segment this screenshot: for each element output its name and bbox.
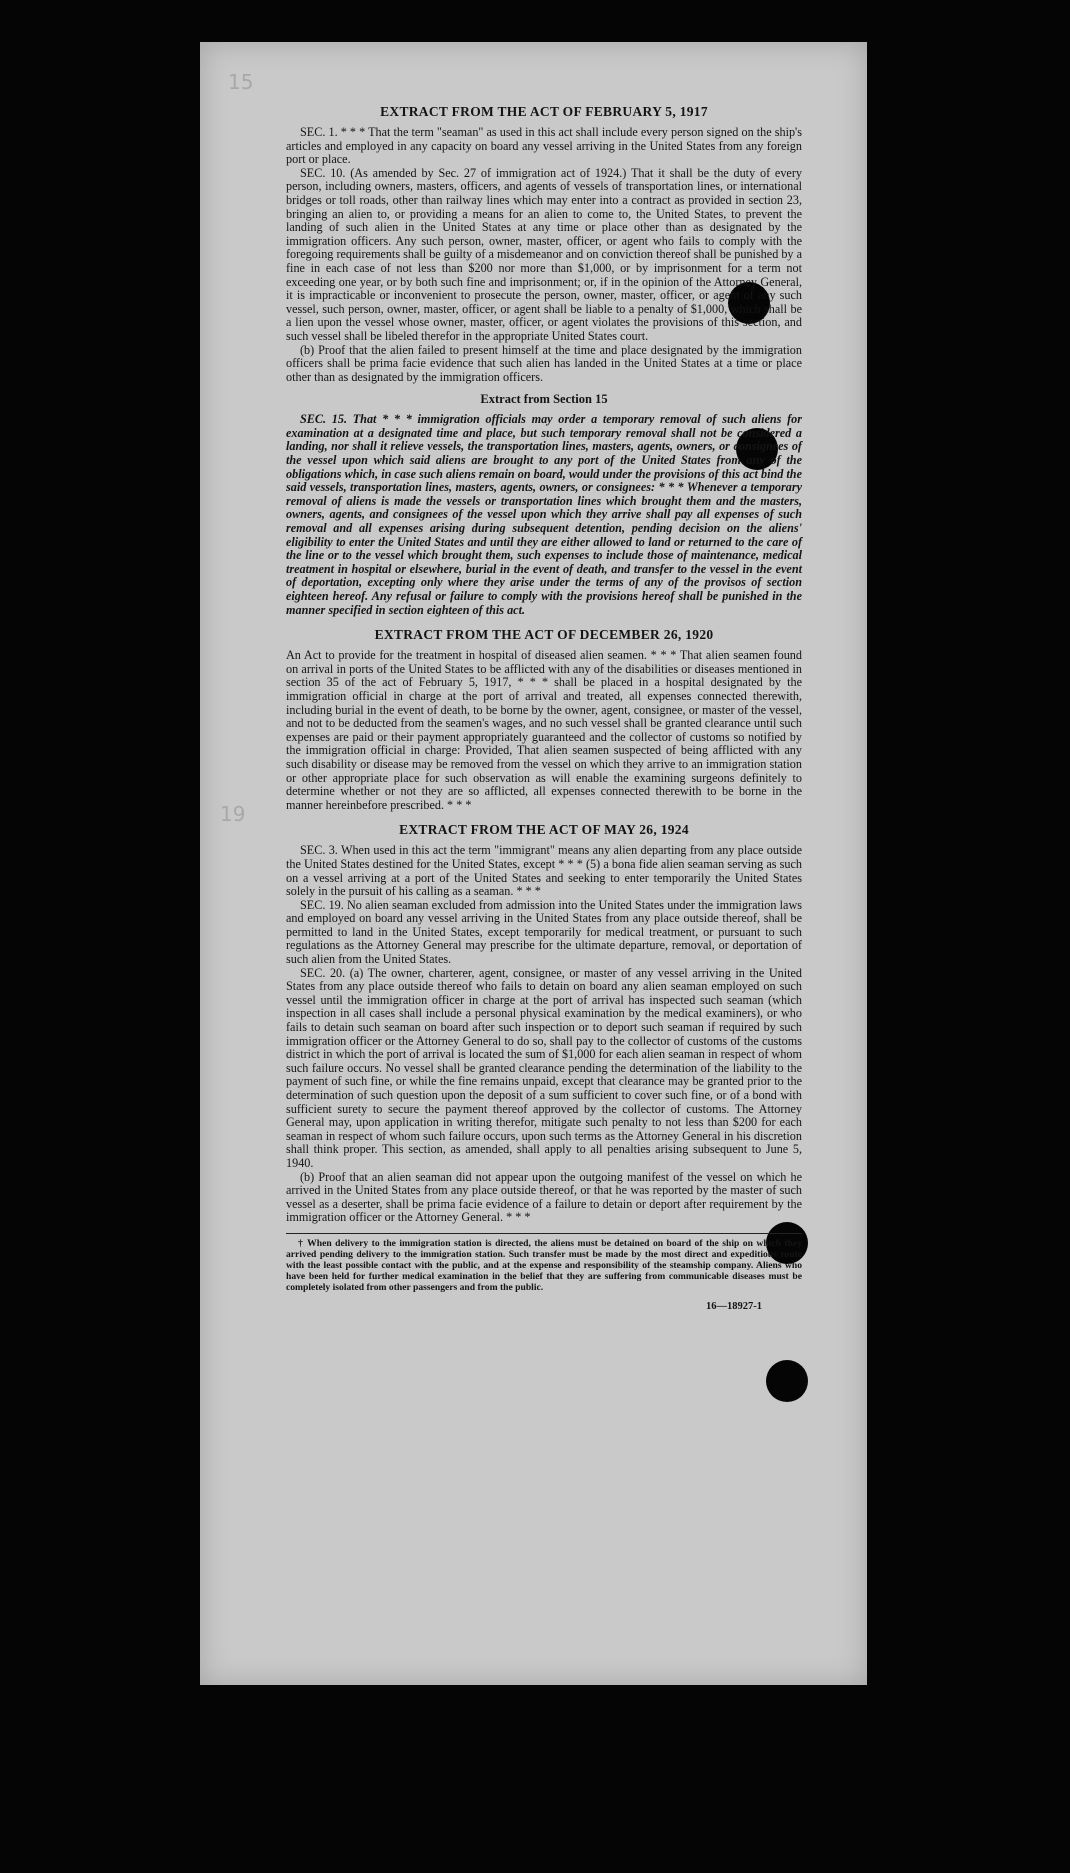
- paragraph-sec10: SEC. 10. (As amended by Sec. 27 of immigration act of 1924.) That it shall be the duty of every person, including owners, masters, officers, and agents of vessels of transportation lines, or international bridges or toll roads, other than railway lines which may enter into a contract as provided in section 23, bringing an alien to, or providing a means for an alien to come to, the United States, to prevent the landing of such alien in the United States at any time or place other than as designated by the immigration officers. Any such person, owner, master, officer, or agent who fails to comply with the foregoing requirements shall be guilty of a misdemeanor and on conviction thereof shall be punished by a fine in each case of not less than $200 nor more than $1,000, or by imprisonment for a term not exceeding one year, or by both such fine and imprisonment; or, if in the opinion of the Attorney General, it is impracticable or inconvenient to prosecute the person, owner, master, officer, or agent of any such vessel, such person, owner, master, officer, or agent shall be liable to a penalty of $1,000, which shall be a lien upon the vessel whose owner, master, officer, or agent violates the provisions of this section, and such vessel shall be libeled therefor in the appropriate United States court.: [286, 165, 802, 343]
- document-body: [286, 104, 802, 1312]
- paragraph-sec3: SEC. 3. When used in this act the term "immigrant" means any alien departing from any place outside the United States destined for the United States, except * * * (5) a bona fide alien seaman serving as such on a vessel arriving at a port of the United States and seeking to enter temporarily the United States solely in the pursuit of his calling as a seaman. * * *: [286, 843, 802, 899]
- heading-act-1924: EXTRACT FROM THE ACT OF MAY 26, 1924: [399, 822, 689, 838]
- paragraph-act-1920: An Act to provide for the treatment in hospital of diseased alien seamen. * * * That alien seamen found on arrival in ports of the United States to be afflicted with any of the disabilities or diseases mentioned in section 35 of the act of February 5, 1917, * * * shall be placed in a hospital designated by the immigration official in charge at the port of arrival and treated, all expenses connected therewith, including burial in the event of death, to be borne by the owner, agent, consignee, or master of the vessel, and not to be deducted from the seamen's wages, and no such vessel shall be granted clearance until such expenses are paid or their payment appropriately guaranteed and the collector of customs so notified by the immigration official in charge: Provided, That alien seamen suspected of being afflicted with any such disability or disease may be removed from the vessel on which they arrive to an immigration station or other appropriate place for such observation as will enable the examining surgeons definitely to determine whether or not they are so afflicted, all expenses connected therewith to be borne in the manner hereinbefore prescribed. * * *: [286, 648, 802, 812]
- pencil-mark-page-number: 15: [228, 70, 254, 94]
- pencil-mark-margin: 19: [220, 802, 246, 826]
- heading-act-1920: EXTRACT FROM THE ACT OF DECEMBER 26, 1920: [374, 627, 714, 643]
- paragraph-sec1: SEC. 1. * * * That the term "seaman" as used in this act shall include every person signed on the ship's articles and employed in any capacity on board any vessel arriving in the United States from any foreign port or place.: [286, 125, 802, 167]
- heading-section15: Extract from Section 15: [480, 392, 608, 407]
- punch-hole: [766, 1360, 808, 1402]
- paragraph-sec19: SEC. 19. No alien seaman excluded from admission into the United States under the immigration laws and employed on board any vessel arriving in the United States from any place outside thereof, shall be permitted to land in the United States, except temporarily for medical treatment, or pursuant to such regulations as the Attorney General may prescribe for the ultimate departure, removal, or deportation of such alien from the United States.: [286, 897, 802, 967]
- paragraph-sec15: SEC. 15. That * * * immigration officials may order a temporary removal of such aliens for examination at a designated time and place, but such temporary removal shall not be considered a landing, nor shall it relieve vessels, the transportation lines, masters, agents, owners, or consignees of the vessel upon which said aliens are brought to any port of the United States from any of the obligations which, in case such aliens remain on board, would under the provisions of this act bind the said vessels, transportation lines, masters, agents, owners, or consignees: * * * Whenever a temporary removal of aliens is made the vessels or transportation lines which brought them and the masters, owners, agents, and consignees of the vessel upon which they arrive shall pay all expenses of such removal and all expenses arising during subsequent detention, pending decision on the aliens' eligibility to enter the United States and until they are either allowed to land or returned to the care of the line or to the vessel which brought them, such expenses to include those of maintenance, medical treatment in hospital or elsewhere, burial in the event of death, and transfer to the vessel in the event of deportation, excepting only where they arise under the terms of any of the provisos of section eighteen hereof. Any refusal or failure to comply with the provisions hereof shall be punished in the manner specified in section eighteen of this act.: [286, 412, 802, 617]
- document-page: [200, 42, 867, 1685]
- paragraph-sec20b: (b) Proof that an alien seaman did not appear upon the outgoing manifest of the vessel on which he arrived in the United States from any place outside thereof, or that he was reported by the master of such vessel as a deserter, shall be prima facie evidence of a failure to detain or deport after requirement by the immigration officer or the Attorney General. * * *: [286, 1169, 802, 1225]
- footnote-divider: [286, 1233, 802, 1234]
- paragraph-sec10b: (b) Proof that the alien failed to present himself at the time and place designated by the immigration officers shall be prima facie evidence that such alien has landed in the United States at a time or place other than as designated by the immigration officers.: [286, 342, 802, 384]
- paragraph-sec20a: SEC. 20. (a) The owner, charterer, agent, consignee, or master of any vessel arriving in the United States from any place outside thereof who fails to detain on board any alien seaman employed on such vessel until the immigration officer in charge at the port of arrival has inspected such seaman (which inspection in all cases shall include a personal physical examination by the medical examiners), or who fails to detain such seaman on board after such inspection or to deport such seaman if required by such immigration officer or the Attorney General to do so, shall pay to the collector of customs of the customs district in which the port of arrival is located the sum of $1,000 for each alien seaman in respect of whom such failure occurs. No vessel shall be granted clearance pending the determination of the liability to the payment of such fine, or while the fine remains unpaid, except that clearance may be granted prior to the determination of such question upon the deposit of a sum sufficient to cover such fine, or of a bond with sufficient surety to secure the payment thereof approved by the collector of customs. The Attorney General may, upon application in writing therefor, mitigate such penalty to not less than $200 for each seaman in respect of whom such failure occurs, upon such terms as the Attorney General in his discretion shall think proper. This section, as amended, shall apply to all penalties arising subsequent to June 5, 1940.: [286, 965, 802, 1170]
- footnote: † When delivery to the immigration station is directed, the aliens must be detained on board of the ship on which they arrived pending delivery to the immigration station. Such transfer must be made by the most direct and expeditious route with the least possible contact with the public, and at the expense and responsibility of the steamship company. Aliens who have been held for further medical examination in the belief that they are suffering from communicable diseases must be completely isolated from other passengers and from the public.: [286, 1237, 802, 1293]
- heading-act-1917: EXTRACT FROM THE ACT OF FEBRUARY 5, 1917: [380, 104, 708, 119]
- document-number: 16—18927-1: [706, 1300, 762, 1312]
